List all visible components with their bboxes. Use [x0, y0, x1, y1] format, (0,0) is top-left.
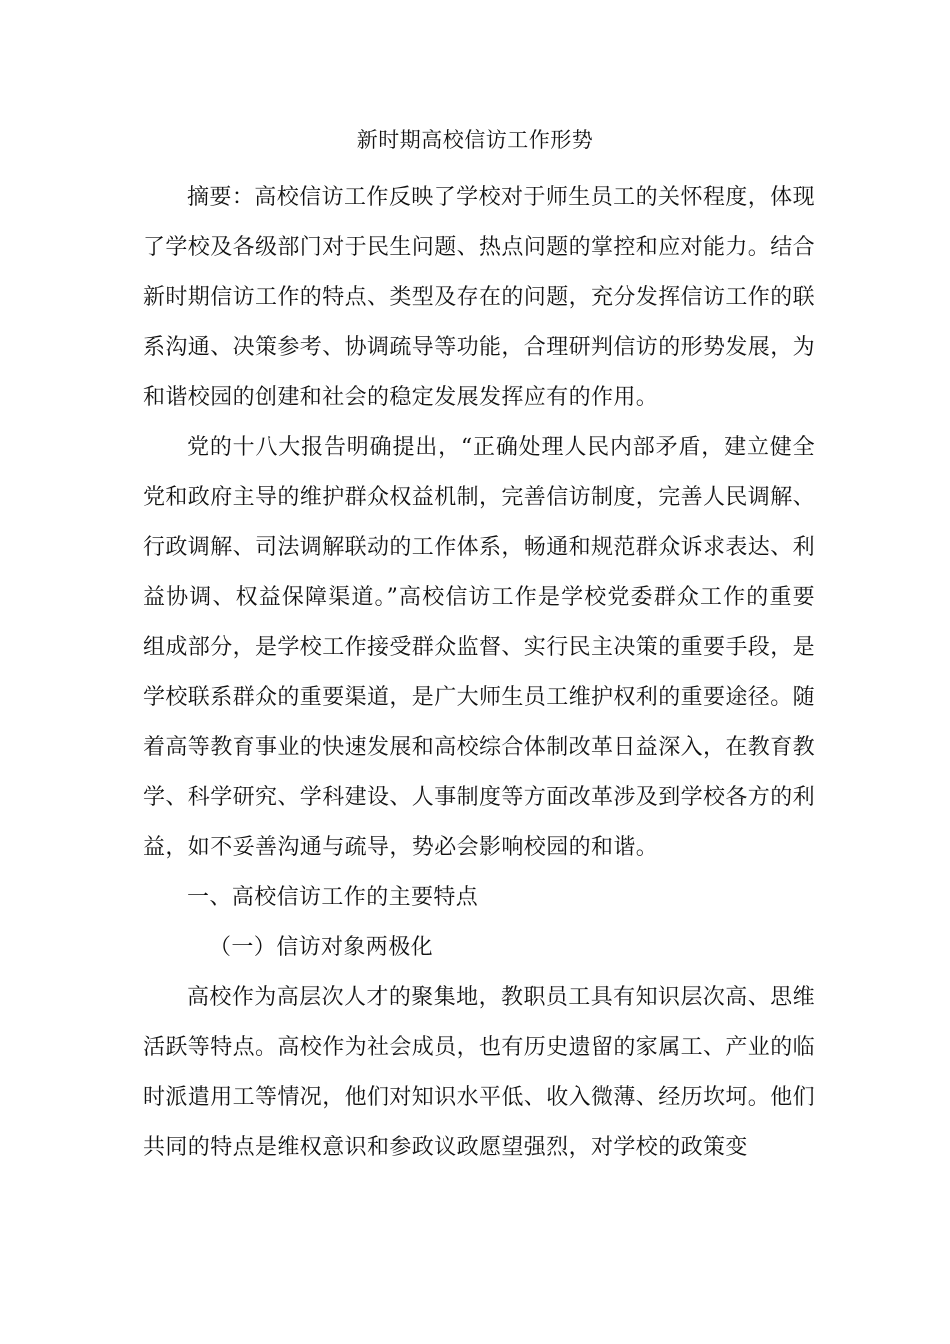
body-paragraph: 党的十八大报告明确提出，“正确处理人民内部矛盾，建立健全党和政府主导的维护群众权益机制，完善信访制度，完善人民调解、行政调解、司法调解联动的工作体系，畅通和规范群众诉求表达、利益协调、权益保障渠道。”高校信访工作是学校党委群众工作的重要组成部分，是学校工作接受群众监督、实行民主决策的重要手段，是学校联系群众的重要渠道，是广大师生员工维护权利的重要途径。随着高等教育事业的快速发展和高校综合体制改革日益深入，在教育教学、科学研究、学科建设、人事制度等方面改革涉及到学校各方的利益，如不妥善沟通与疏导，势必会影响校园的和谐。 — [143, 435, 816, 860]
body-paragraph: 高校作为高层次人才的聚集地，教职员工具有知识层次高、思维活跃等特点。高校作为社会成员，也有历史遗留的家属工、产业的临时派遣用工等情况，他们对知识水平低、收入微薄、经历坎坷。他们共同的特点是维权意识和参政议政愿望强烈，对学校的政策变 — [143, 985, 816, 1160]
abstract-paragraph: 摘要：高校信访工作反映了学校对于师生员工的关怀程度，体现了学校及各级部门对于民生问题、热点问题的掌控和应对能力。结合新时期信访工作的特点、类型及存在的问题，充分发挥信访工作的联系沟通、决策参考、协调疏导等功能，合理研判信访的形势发展，为和谐校园的创建和社会的稳定发展发挥应有的作用。 — [143, 185, 816, 410]
document-title: 新时期高校信访工作形势 — [356, 128, 594, 152]
subsection-heading: （一）信访对象两极化 — [209, 935, 434, 960]
document-body — [143, 173, 815, 1173]
section-heading: 一、高校信访工作的主要特点 — [187, 885, 479, 910]
